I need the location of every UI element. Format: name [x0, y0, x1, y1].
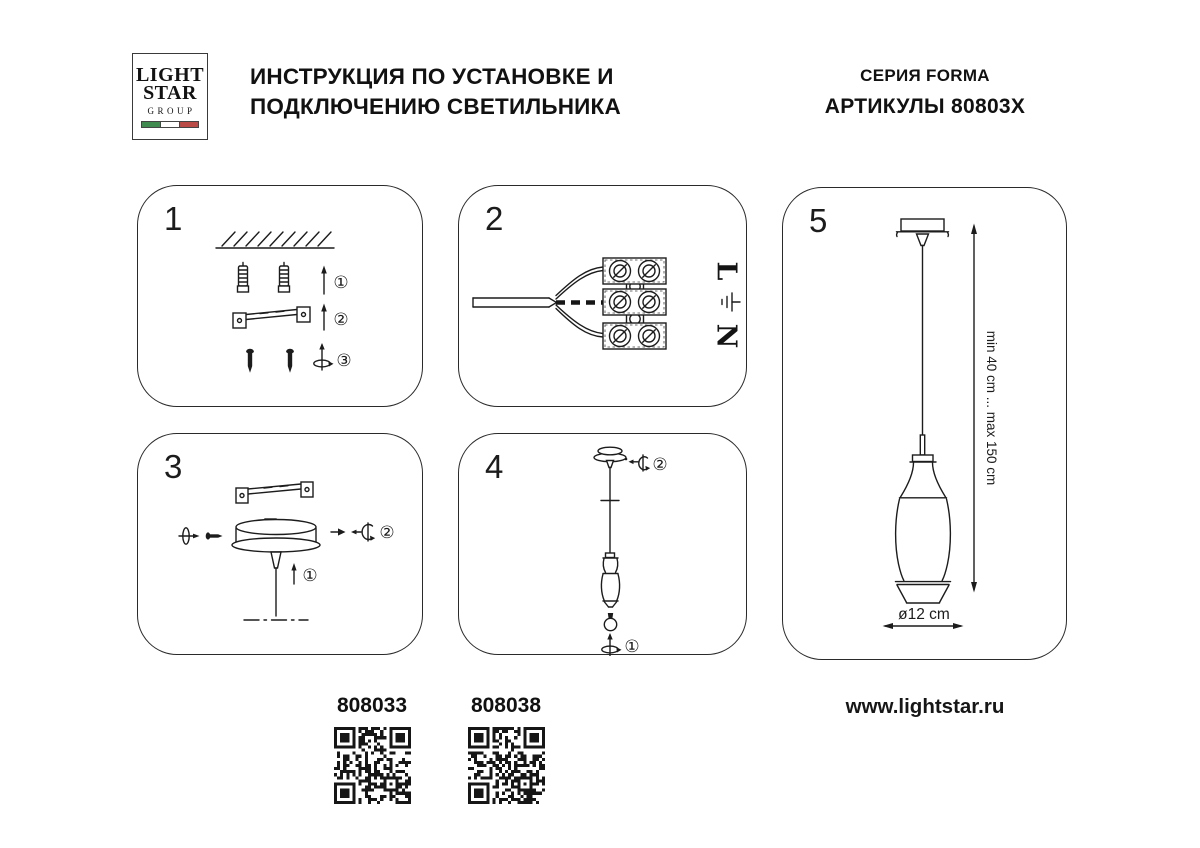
suspension-cord [244, 552, 308, 620]
screw-rotation-icon [629, 455, 651, 471]
step-label-1: ① [302, 565, 318, 586]
flag-green [142, 122, 161, 127]
step-4-panel [458, 433, 747, 655]
mains-cable [473, 267, 603, 337]
terminal-row [603, 258, 666, 284]
height-dimension-line [971, 224, 977, 593]
lamp-shade [601, 553, 619, 607]
height-range-label: min 40 cm ... max 150 cm [984, 330, 999, 486]
step-1-panel [137, 185, 423, 407]
lamp-shade [896, 455, 951, 603]
series-name: СЕРИЯ FORMA [860, 66, 990, 85]
step-2-drawing [459, 186, 748, 408]
qr-code [334, 727, 411, 804]
diameter-label: ø12 cm [898, 606, 950, 623]
step-label-2: ② [333, 309, 349, 330]
ceiling-canopy [897, 219, 949, 246]
screw [206, 532, 223, 539]
screw-rotation-icon [351, 523, 375, 541]
logo-word-light: LIGHT [135, 63, 205, 86]
series-block [790, 66, 1060, 119]
wall-anchor [279, 263, 290, 293]
suspension-cord [601, 468, 619, 554]
terminal-row [603, 289, 666, 315]
logo-word-group: GROUP [147, 105, 196, 116]
flag-red [180, 122, 198, 127]
step-label-1: ① [624, 636, 640, 656]
arrow-right-icon [331, 528, 346, 535]
step-4-drawing [459, 434, 748, 656]
qr-code [468, 727, 545, 804]
article-808033 [317, 694, 427, 809]
earth-ground-icon [722, 293, 740, 311]
page-title-line1: ИНСТРУКЦИЯ ПО УСТАНОВКЕ И [250, 64, 614, 89]
terminal-label-line: L [710, 261, 742, 281]
step-label-2: ② [379, 522, 395, 543]
terminal-row [603, 323, 666, 349]
ceiling-hatch [216, 232, 334, 248]
step-1-number: 1 [164, 200, 183, 237]
page-title [250, 62, 670, 122]
step-5-panel [782, 187, 1067, 660]
cord-connector [920, 435, 924, 455]
step-1-drawing [138, 186, 424, 408]
wall-anchor [238, 263, 249, 293]
step-2-number: 2 [485, 200, 504, 237]
terminal-label-neutral: N [710, 323, 742, 349]
screw [246, 349, 254, 373]
website-link: www.lightstar.ru [845, 695, 1005, 718]
arrow-up-icon [321, 304, 327, 331]
flag-white [161, 122, 180, 127]
step-label-3: ③ [336, 350, 352, 371]
mounting-bracket [233, 307, 310, 328]
screw [286, 349, 294, 373]
screw-rotation-icon [179, 528, 200, 544]
step-4-number: 4 [485, 448, 504, 485]
arrow-up-icon [321, 266, 327, 295]
step-2-panel [458, 185, 747, 407]
article-code: 808038 [470, 694, 542, 717]
screw-rotation-icon [602, 633, 622, 656]
step-5-drawing [783, 188, 1068, 661]
article-808038 [451, 694, 561, 809]
step-3-drawing [138, 434, 424, 656]
screw-rotation-icon [314, 343, 334, 370]
terminal-block [603, 258, 666, 349]
diameter-dimension-line [883, 623, 964, 629]
mounting-bracket [236, 482, 313, 503]
ceiling-canopy [232, 519, 320, 552]
step-3-panel [137, 433, 423, 655]
page-title-line2: ПОДКЛЮЧЕНИЮ СВЕТИЛЬНИКА [250, 94, 621, 119]
arrow-up-icon [291, 563, 296, 584]
step-label-1: ① [333, 272, 349, 293]
article-code: 808033 [336, 694, 408, 717]
step-3-number: 3 [164, 448, 183, 485]
logo-word-star: STAR [143, 81, 197, 104]
step-label-2: ② [652, 454, 668, 475]
italian-flag-icon [141, 121, 199, 128]
lightstar-logo [132, 53, 208, 140]
light-bulb [604, 613, 616, 631]
step-5-number: 5 [809, 202, 828, 239]
ceiling-canopy [594, 447, 627, 467]
articles-name: АРТИКУЛЫ 80803X [824, 95, 1026, 118]
